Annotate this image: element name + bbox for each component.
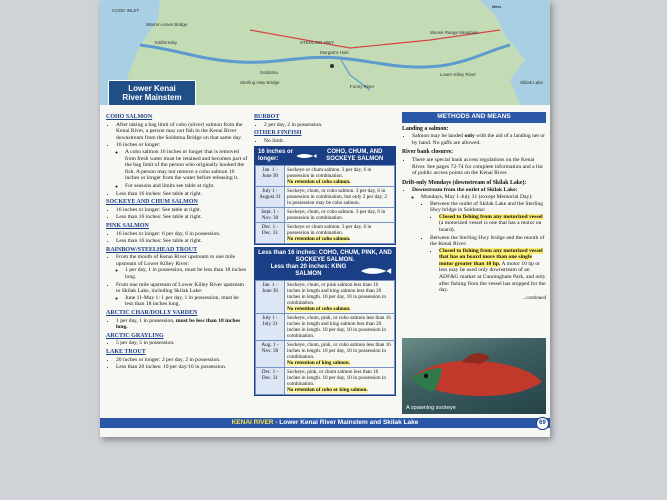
row-text-cell [285,208,395,223]
regulations-page [100,0,550,437]
map-inlet-label: COOK INLET [112,8,140,13]
row-date: Dec. 1 - Dec. 31 [256,368,285,395]
salmon-small-rows [255,280,395,395]
pink-item: • 16 inches or longer: 6 per day, 6 in possession. [116,231,248,238]
table-row [256,341,395,368]
no-retention-note: No retention of coho salmon. [287,306,351,313]
landing-item [412,133,546,146]
closed-highlight: Closed to fishing from any motorized vessel that has on board more than one single motor greater than 10 hp. [439,247,543,267]
laketrout-item: • 20 inches or longer: 2 per day, 2 in possession. [116,357,248,364]
salmon-icon [359,267,392,275]
map-title-line2: River Mainstem [122,93,182,102]
bank-heading: River bank closures: [402,149,453,156]
column-methods [402,112,546,302]
grayling-item: • 5 per day, 5 in possession. [116,340,248,347]
sockeye-item: • 16 inches or longer: See table at right. [116,207,248,214]
coho-sub-item: ◦ For seasons and limits see table at right. [125,183,248,190]
page-number: 69 [536,417,549,430]
row-text: Sockeye or chum salmon. 3 per day, 6 in possession in combination. [287,167,372,180]
map-place: Funny River [350,84,375,89]
map-place: Skilak Lake [520,80,544,85]
no-retention-note: No retention of coho salmon. [287,179,351,186]
row-date: Sept. 1 - Nov. 30 [256,208,285,223]
landing-bold: only [464,133,475,140]
row-text-cell [285,341,395,368]
salmon-small-table [254,247,396,396]
laketrout-item: • Less than 20 inches: 10 per day/10 in possession. [116,364,248,371]
drift-item-text: Downstream from the outlet of Skilak Lake: [412,187,518,194]
landing-text-end: with the aid of a landing net or by hand. No gaffs are allowed. [412,133,545,146]
rainbow-item-text: From one mile upstream of Lower Killey River upstream to Skilak Lake, including Skilak Lake: [116,281,245,295]
between-item [430,201,546,234]
table-header-line2-row [258,264,392,278]
map-place: Sterling Hwy Bridge [240,80,280,85]
coho-item: • Less than 16 inches: See table at right. [116,191,248,198]
monday-item [421,194,546,294]
coho-sub-item: ◦ A coho salmon 16 inches or longer that is removed from fresh water must be retained and becomes part of the bag limit of the person who originally hooked the fish. A person may not remove a coho salmon 16 inches or longer from the water before releasing it. [125,149,248,182]
table-row [256,187,395,208]
map-place: Soldotna [260,70,278,75]
column-salmon-tables [254,112,396,398]
salmon-16in-longer-table [254,146,396,245]
map-place: Warren Ames Bridge [146,22,188,27]
table-header-line2: Less than 20 inches: KING SALMON [270,264,347,278]
between-text: Between the outlet of Skilak Lake and the Sterling Hwy bridge in Soldotna: [430,200,544,214]
row-text: Sockeye, pink, or chum salmon less than 16 inches in length. 10 per day, 10 in possession in combination. [287,369,386,388]
row-text-cell [285,314,395,341]
rainbow-sub-item: ◦ 1 per day, 1 in possession, must be less than 18 inches long. [125,267,248,280]
coho-item-text: 16 inches or longer: [116,142,161,149]
rainbow-item [116,282,248,308]
footer-title: - Lower Kenai River Mainstem and Skilak Lake [273,419,419,426]
salmon-16in-rows [255,165,395,244]
coho-heading: COHO SALMON [106,114,153,120]
row-text: Sockeye, chum, pink, or coho salmon less than 16 inches in length and king salmon less than 20 inches in length. 10 per day, 10 in possession in combination. [287,315,391,340]
table-header [255,147,395,165]
coho-item: • After taking a bag limit of coho (silver) salmon from the Kenai River, a person may not fish in the Kenai River downstream from the Soldotna Bridge on that same day. [116,122,248,142]
sockeye-illustration [402,338,546,414]
methods-heading: METHODS AND MEANS [402,112,546,123]
row-date: Dec. 1 - Dec. 31 [256,223,285,244]
row-text-cell [285,281,395,314]
row-text: Sockeye, chum, or coho salmon. 3 per day, 6 in possession in combination. [287,209,386,222]
no-retention-note: No retention of king salmon. [287,360,350,367]
table-row [256,314,395,341]
row-date: July 1 - August 31 [256,187,285,208]
other-finfish-heading: OTHER FINFISH [254,130,302,137]
rainbow-item-text: From the mouth of Kenai River upstream to one mile upstream of Lower Killey River: [116,254,236,267]
table-row [256,166,395,187]
laketrout-heading: LAKE TROUT [106,349,146,355]
row-date: Jan. 1 - June 30 [256,166,285,187]
table-row [256,281,395,314]
sockeye-photo [402,338,546,414]
other-finfish-item: • No limit. [264,138,396,145]
closed-rest: A motor 10 hp or less may be used only downstream of an ADF&G marker at Cunningham Park, and only after fishing from the vessel has stopped for the day. [439,260,546,294]
photo-caption: A spawning sockeye [406,405,456,411]
row-date: July 1 - July 31 [256,314,285,341]
char-text: 1 per day, 1 in possession, [116,317,176,324]
row-text: Sockeye, chum, pink, or coho salmon less than 16 inches in length. 10 per day, 10 in possession in combination. [287,342,391,361]
map-place: Lower Killey River [440,72,477,77]
char-heading: ARCTIC CHAR/DOLLY VARDEN [106,310,198,317]
rainbow-sub-item: ◦ June 11-May 1: 1 per day, 1 in possession, must be less than 18 inches long. [125,295,248,308]
table-header-line1: Less than 16 inches: COHO, CHUM, PINK, AND SOCKEYE SALMON. [258,250,392,264]
pink-item: • Less than 16 inches: See table at right. [116,238,248,245]
burbot-heading: BURBOT [254,114,280,120]
no-retention-note: No retention of coho or king salmon. [287,387,368,394]
burbot-item: • 2 per day, 2 in possession. [264,122,396,129]
table-header-species: COHO, CHUM, AND SOCKEYE SALMON [326,149,384,163]
rainbow-item [116,254,248,280]
continued-note: ...continued [522,295,546,301]
no-retention-note: No retention of coho salmon. [287,236,351,243]
map-place: STERLING HWY [300,40,335,45]
grayling-heading: ARCTIC GRAYLING [106,332,164,339]
closed-item [439,248,546,294]
drift-item [412,187,546,294]
map-place: Kalifornsky [155,40,178,45]
row-date: Aug. 1 - Nov. 30 [256,341,285,368]
river-map [100,0,550,105]
row-text: Sockeye or chum salmon. 3 per day, 6 in possession in combination. [287,224,372,237]
char-bold-text: must be less than 18 inches long. [116,317,241,331]
pink-heading: PINK SALMON [106,222,149,229]
column-species-limits [106,112,248,372]
landing-heading: Landing a salmon: [402,125,449,132]
bank-item: • There are special bank access regulations on the Kenai River. See pages 72-74 for complete information and a list of public access points on the Kenai River. [412,157,546,177]
salmon-icon [295,152,317,160]
row-text-cell [285,368,395,395]
row-text-cell [285,166,395,187]
map-title-box [108,80,196,105]
map-scale: Miles [492,4,502,9]
table-row [256,223,395,244]
coho-item [116,142,248,189]
table-row [256,368,395,395]
row-text-cell [285,223,395,244]
closed-highlight: Closed to fishing from any motorized vessel [439,213,543,220]
closed-rest: (a motorized vessel is one that has a motor on board). [439,220,542,233]
footer-prefix: KENAI RIVER [231,419,274,426]
table-header [255,248,395,280]
sockeye-item: • Less than 16 inches: See table at right. [116,214,248,221]
char-item [116,318,248,331]
table-header-size: 16 inches or longer: [258,149,294,163]
landing-text: Salmon may be landed [412,133,465,140]
map-place: Morgan's Hole [320,50,349,55]
between-item [430,235,546,294]
monday-text: Mondays, May 1-July 31 (except Memorial Day): [421,193,533,200]
map-place: Moose Range Meadows [430,30,479,35]
sockeye-heading: SOCKEYE AND CHUM SALMON [106,199,198,206]
between-text: Between the Sterling Hwy bridge and the mouth of the Kenai River: [430,234,545,248]
rainbow-heading: RAINBOW/STEELHEAD TROUT [106,246,198,253]
page-footer [100,418,550,428]
row-text: Sockeye, chum, or pink salmon less than 16 inches in length and king salmon less than 20 inches in length. 10 per day, 10 in possession in combination. [287,282,386,307]
drift-heading: Drift-only Mondays (downstream of Skilak Lake): [402,179,527,186]
row-text: Sockeye, chum, or coho salmon. 3 per day, 6 in possession in combination, but only 2 per day, 2 in possession may be coho salmon. [287,188,387,207]
closed-item [439,214,546,234]
row-text-cell [285,187,395,208]
row-date: Jan. 1 - June 30 [256,281,285,314]
table-row [256,208,395,223]
map-title-line1: Lower Kenai [128,84,176,93]
